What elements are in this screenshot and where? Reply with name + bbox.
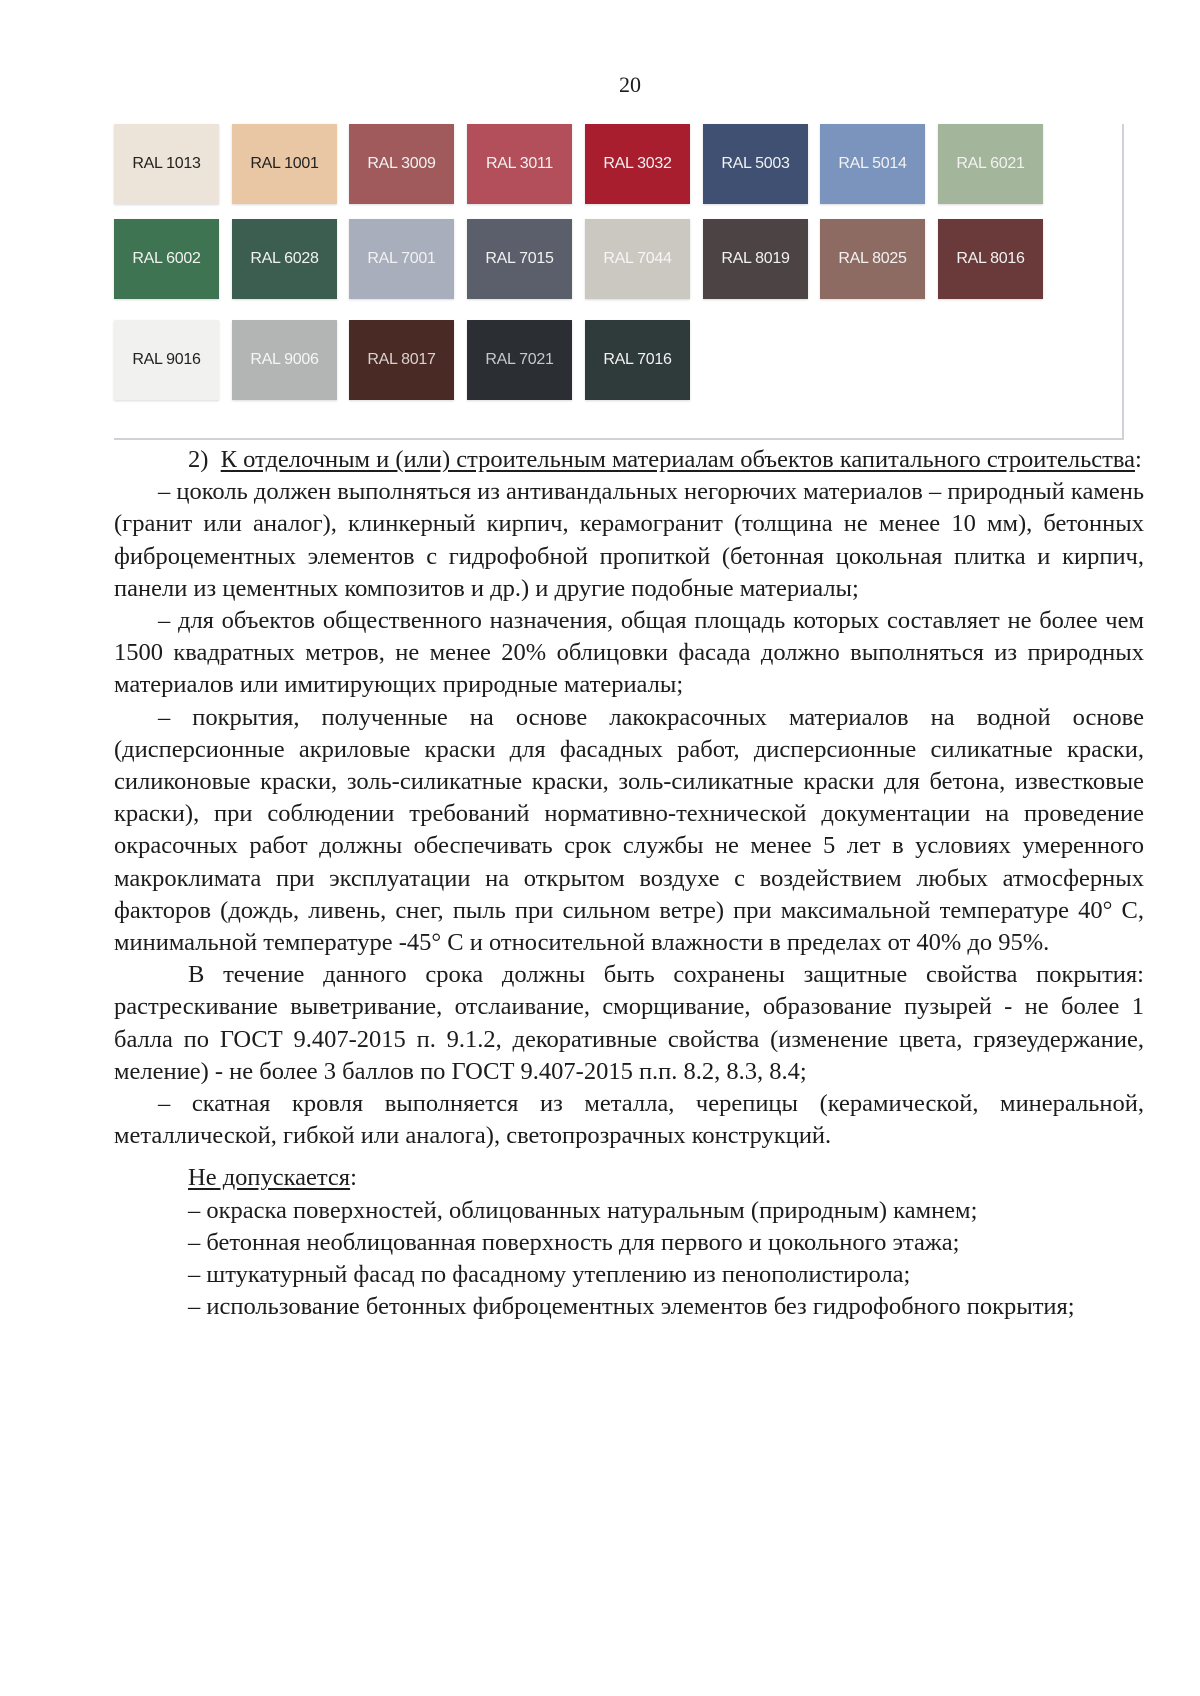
bullet-roof: – скатная кровля выполняется из металла, черепицы (керамической, минеральной, металлической, гибкой или аналога), светопрозрачных конструкций. (114, 1090, 1144, 1150)
swatch-ral-6021: RAL 6021 (938, 124, 1043, 204)
swatch-ral-3011: RAL 3011 (467, 124, 572, 204)
swatch-ral-5014: RAL 5014 (820, 124, 925, 204)
swatch-ral-1001: RAL 1001 (232, 124, 337, 204)
document-body (114, 444, 1144, 1323)
swatch-ral-1013: RAL 1013 (114, 124, 219, 204)
section-number: 2) (188, 446, 209, 473)
section-heading: К отделочным и (или) строительным материалам объектов капитального строительства (220, 446, 1135, 473)
swatch-ral-8019: RAL 8019 (703, 219, 808, 299)
prohibited-item-plaster-facade: – штукатурный фасад по фасадному утеплению из пенополистирола; (188, 1261, 911, 1289)
swatch-ral-7001: RAL 7001 (349, 219, 454, 299)
swatch-ral-9016: RAL 9016 (114, 320, 219, 400)
prohibited-heading-colon: : (350, 1164, 357, 1192)
swatch-ral-8017: RAL 8017 (349, 320, 454, 400)
prohibited-item-bare-concrete: – бетонная необлицованная поверхность для первого и цокольного этажа; (188, 1228, 960, 1256)
prohibited-heading: Не допускается (188, 1164, 351, 1192)
swatch-ral-8016: RAL 8016 (938, 219, 1043, 299)
swatch-ral-6002: RAL 6002 (114, 219, 219, 299)
swatch-ral-6028: RAL 6028 (232, 219, 337, 299)
section-heading-colon: : (1135, 446, 1142, 473)
ral-color-palette (114, 124, 1124, 440)
swatch-ral-7044: RAL 7044 (585, 219, 690, 299)
prohibited-item-stone-paint: – окраска поверхностей, облицованных натуральным (природным) камнем; (188, 1196, 978, 1224)
section-heading-paragraph (114, 444, 1144, 476)
swatch-ral-7016: RAL 7016 (585, 320, 690, 400)
swatch-ral-7015: RAL 7015 (467, 219, 572, 299)
page-number: 20 (619, 72, 641, 97)
prohibited-item-fiber-cement: – использование бетонных фиброцементных элементов без гидрофобного покрытия; (188, 1293, 1075, 1321)
swatch-ral-8025: RAL 8025 (820, 219, 925, 299)
prohibited-heading-paragraph (114, 1162, 1144, 1194)
bullet-public-buildings: – для объектов общественного назначения, общая площадь которых составляет не более чем 1500 квадратных метров, не менее 20% облицовки фасада должно выполняться из природных материалов или имитирующих природные материалы; (114, 607, 1144, 699)
swatch-ral-3009: RAL 3009 (349, 124, 454, 204)
bullet-plinth: – цоколь должен выполняться из антивандальных негорючих материалов – природный камень (гранит или аналог), клинкерный кирпич, керамогранит (толщина не менее 10 мм), бетонных фиброцементных элементов с гидрофобной пропиткой (бетонная цокольная плитка и кирпич, панели из цементных композитов и др.) и другие подобные материалы; (114, 478, 1144, 602)
swatch-ral-3032: RAL 3032 (585, 124, 690, 204)
term-paragraph: В течение данного срока должны быть сохранены защитные свойства покрытия: растрескивание выветривание, отслаивание, сморщивание, образование пузырей - не более 1 балла по ГОСТ 9.407-2015 п. 9.1.2, декоративные свойства (изменение цвета, грязеудержание, меление) - не более 3 баллов по ГОСТ 9.407-2015 п.п. 8.2, 8.3, 8.4; (114, 961, 1144, 1085)
swatch-ral-5003: RAL 5003 (703, 124, 808, 204)
swatch-ral-7021: RAL 7021 (467, 320, 572, 400)
bullet-paint-coatings: – покрытия, полученные на основе лакокрасочных материалов на водной основе (дисперсионные акриловые краски для фасадных работ, дисперсионные силикатные краски, силиконовые краски, золь-силикатные краски, золь-силикатные краски для бетона, известковые краски), при соблюдении требований нормативно-технической документации на проведение окрасочных работ должны обеспечивать срок службы не менее 5 лет в условиях умеренного макроклимата при эксплуатации на открытом воздухе с воздействием любых атмосферных факторов (дождь, ливень, снег, пыль при сильном ветре) при максимальной температуре 40° С, минимальной температуре -45° С и относительной влажности в пределах от 40% до 95%. (114, 703, 1144, 957)
swatch-ral-9006: RAL 9006 (232, 320, 337, 400)
